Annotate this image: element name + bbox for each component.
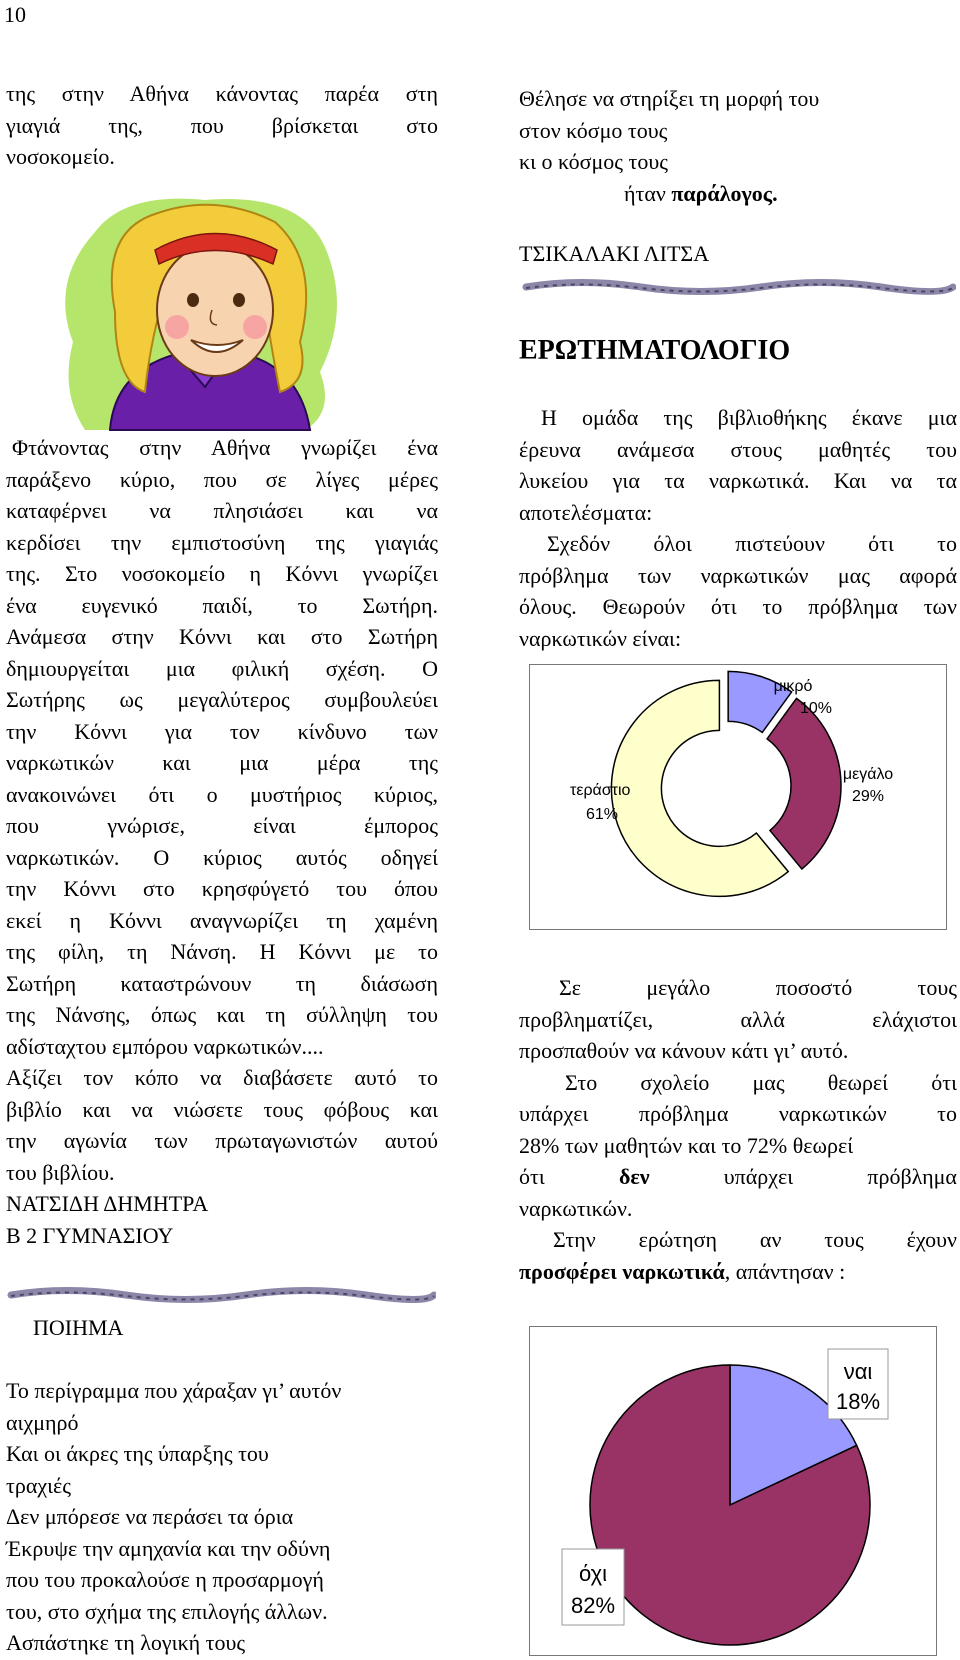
text-line: που γνώρισε, είναι έμπορος — [6, 813, 438, 838]
label-megalo-value: 29% — [851, 788, 885, 805]
label-mikro-value: 10% — [799, 700, 833, 717]
poem-line: Και οι άκρες της ύπαρξης του — [6, 1441, 269, 1466]
text-line: αδίσταχτου εμπόρου ναρκωτικών.... — [6, 1033, 324, 1059]
text-line: Σε μεγάλο ποσοστό τους — [559, 975, 957, 1000]
text-line: όλους. Θεωρούν ότι το πρόβλημα των — [519, 594, 957, 619]
label-megalo-name: μεγάλο — [842, 766, 894, 783]
text-line — [519, 1161, 957, 1193]
pie-chart — [530, 1327, 936, 1655]
text-line: προβληματίζει, αλλά ελάχιστοι — [519, 1006, 957, 1032]
author-name: ΝΑΤΣΙΔΗ ΔΗΜΗΤΡΑ — [6, 1191, 209, 1216]
poem-line: Έκρυψε την αμηχανία και την οδύνη — [6, 1535, 331, 1561]
bold-phrase: προσφέρει ναρκωτικά — [519, 1258, 725, 1284]
girl-illustration — [55, 192, 345, 432]
text-line: 28% των μαθητών και το 72% θεωρεί — [519, 1132, 854, 1158]
poem-line: Ασπάστηκε τη λογική τους — [6, 1630, 246, 1655]
text-line: ανακοινώνει ότι ο μυστήριος κύριος, — [6, 781, 438, 807]
text-line: έρευνα ανάμεσα στους μαθητές του — [519, 436, 957, 462]
text-line: λυκείου για τα ναρκωτικά. Και να τα — [519, 468, 957, 493]
label-ochi-name: όχι — [578, 1561, 608, 1586]
poem-last-bold: παράλογος. — [671, 180, 778, 206]
text-fragment: ότι — [519, 1164, 545, 1189]
text-line: βιβλίο και να νιώσετε τους φόβους και — [6, 1096, 438, 1122]
label-terastio-name: τεράστιο — [570, 782, 631, 799]
text-line: της. Στο νοσοκομείο η Κόννι γνωρίζει — [6, 561, 438, 586]
poem-line: του, στο σχήμα της επιλογής άλλων. — [6, 1598, 328, 1624]
text-line: Φτάνοντας στην Αθήνα γνωρίζει ένα — [12, 435, 438, 460]
poem-body — [6, 1375, 438, 1659]
poem-line: κι ο κόσμος τους — [519, 149, 668, 174]
text-line: την Κόννι στο κρησφύγετό του όπου — [6, 876, 438, 901]
text-line: Στο σχολείο μας θεωρεί ότι — [565, 1069, 957, 1095]
text-line: Αξίζει τον κόπο να διαβάσετε αυτό το — [6, 1065, 438, 1090]
intro-paragraph — [6, 78, 438, 173]
text-line: Στην ερώτηση αν τους έχουν — [553, 1227, 957, 1252]
label-ochi-value: 82% — [570, 1593, 616, 1618]
doughnut-chart-frame — [529, 664, 947, 930]
text-line: του βιβλίου. — [6, 1159, 115, 1185]
results-paragraph — [519, 972, 957, 1287]
poem-ending — [519, 83, 957, 209]
text-line: την Κόννι για τον κίνδυνο των — [6, 718, 438, 744]
poem-line: Θέλησε να στηρίξει τη μορφή του — [519, 86, 820, 111]
text-fragment: , απάντησαν : — [724, 1258, 846, 1284]
text-line: της φίλη, τη Νάνση. Η Κόννι με το — [6, 939, 438, 964]
doughnut-chart — [530, 665, 946, 929]
decorative-divider — [6, 1284, 436, 1306]
text-line: Ανάμεσα στην Κόννι και στο Σωτήρη — [6, 624, 438, 649]
text-line: ένα ευγενικό παιδί, το Σωτήρη. — [6, 592, 438, 618]
text-line: γιαγιά της, που βρίσκεται στο — [6, 112, 438, 138]
text-line: ναρκωτικών και μια μέρα της — [6, 750, 438, 775]
survey-paragraph — [519, 402, 957, 654]
section-title: ΕΡΩΤΗΜΑΤΟΛΟΓΙΟ — [519, 335, 791, 366]
text-line: νοσοκομείο. — [6, 144, 115, 169]
poem-line: αιχμηρό — [6, 1409, 79, 1435]
text-line: Η ομάδα της βιβλιοθήκης έκανε μια — [541, 405, 957, 430]
text-line: κερδίσει την εμπιστοσύνη της γιαγιάς — [6, 529, 438, 555]
text-fragment: πρόβλημα — [867, 1164, 957, 1189]
text-line: της στην Αθήνα κάνοντας παρέα στη — [6, 81, 438, 106]
author-class: Β 2 ΓΥΜΝΑΣΙΟΥ — [6, 1222, 174, 1248]
decorative-divider — [521, 276, 956, 298]
text-line: ναρκωτικών είναι: — [519, 625, 682, 651]
pie-chart-frame — [529, 1326, 937, 1656]
bold-word: δεν — [618, 1164, 650, 1189]
text-line: αποτελέσματα: — [519, 499, 653, 525]
poem-line: Δεν μπόρεσε να περάσει τα όρια — [6, 1504, 294, 1529]
label-terastio-value: 61% — [585, 806, 619, 823]
text-line: δημιουργείται μια φιλική σχέση. Ο — [6, 655, 438, 681]
text-line: ναρκωτικών. — [519, 1195, 633, 1221]
story-paragraph — [6, 432, 438, 1251]
text-line: της Νάνσης, όπως και τη σύλληψη του — [6, 1002, 438, 1027]
text-line: υπάρχει πρόβλημα ναρκωτικών το — [519, 1101, 957, 1126]
text-line: πρόβλημα των ναρκωτικών μας αφορά — [519, 562, 957, 588]
text-line: παράξενο κύριο, που σε λίγες μέρες — [6, 466, 438, 492]
poem-line: τραχιές — [6, 1472, 71, 1498]
text-line: ναρκωτικών. Ο κύριος αυτός οδηγεί — [6, 844, 438, 870]
page-number: 10 — [4, 2, 26, 27]
text-line: εκεί η Κόννι αναγνωρίζει τη χαμένη — [6, 907, 438, 933]
poem-last-prefix: ήταν — [624, 180, 666, 206]
text-line: την αγωνία των πρωταγωνιστών αυτού — [6, 1128, 438, 1153]
text-line: προσπαθούν να κάνουν κάτι γι’ αυτό. — [519, 1038, 849, 1063]
poem-line: στον κόσμο τους — [519, 117, 668, 143]
text-line — [519, 1256, 957, 1288]
label-mikro-name: μικρό — [773, 678, 813, 695]
label-nai-value: 18% — [835, 1389, 881, 1414]
text-fragment: υπάρχει — [723, 1164, 794, 1189]
poem-title: ΠΟΙΗΜΑ — [33, 1315, 124, 1340]
slice-second — [767, 698, 841, 869]
label-nai-name: ναι — [843, 1359, 873, 1384]
poem-last-line — [519, 178, 957, 210]
poem-author: ΤΣΙΚΑΛΑΚΙ ΛΙΤΣΑ — [519, 241, 710, 266]
text-line: καταφέρνει να πλησιάσει και να — [6, 498, 438, 523]
text-line: Σχεδόν όλοι πιστεύουν ότι το — [547, 531, 957, 556]
text-line: Σωτήρης ως μεγαλύτερος συμβουλεύει — [6, 687, 438, 712]
poem-line: Το περίγραμμα που χάραξαν γι’ αυτόν — [6, 1378, 342, 1403]
text-line: Σωτήρη καταστρώνουν τη διάσωση — [6, 970, 438, 996]
poem-line: που του προκαλούσε η προσαρμογή — [6, 1567, 324, 1592]
